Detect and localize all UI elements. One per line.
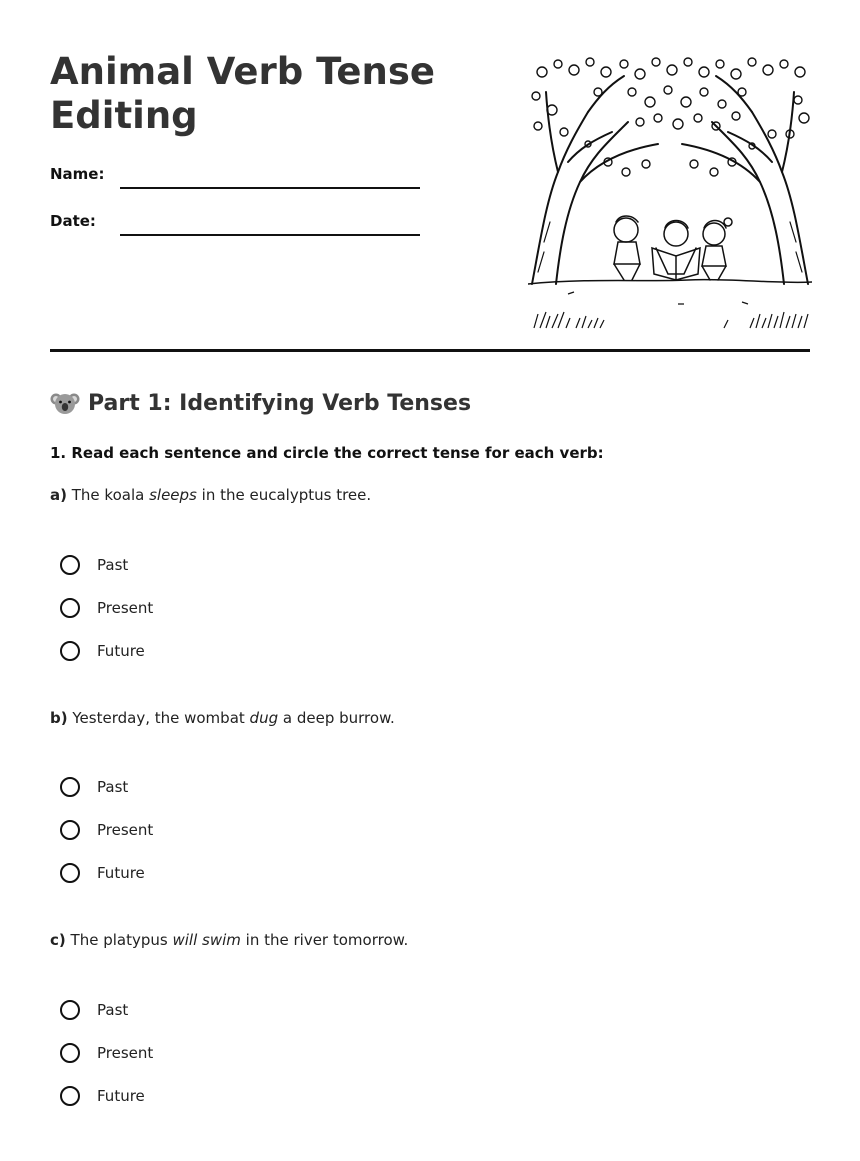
part1-instruction: 1. Read each sentence and circle the correct tense for each verb: xyxy=(50,444,604,462)
question-text-after: in the river tomorrow. xyxy=(245,931,409,949)
question-verb: will swim xyxy=(172,931,241,949)
question-letter: b) xyxy=(50,709,68,727)
question-verb: sleeps xyxy=(149,486,197,504)
page-title: Animal Verb Tense Editing xyxy=(50,50,435,137)
question-b-option-past[interactable] xyxy=(60,777,128,797)
radio-button[interactable] xyxy=(60,1043,80,1063)
name-field[interactable] xyxy=(120,187,420,189)
option-label: Future xyxy=(97,642,145,660)
question-c-option-future[interactable] xyxy=(60,1086,145,1106)
option-label: Past xyxy=(97,1001,129,1019)
question-text-after: a deep burrow. xyxy=(282,709,395,727)
question-b-option-present[interactable] xyxy=(60,820,153,840)
question-b-option-future[interactable] xyxy=(60,863,145,883)
radio-button[interactable] xyxy=(60,777,80,797)
radio-button[interactable] xyxy=(60,820,80,840)
radio-button[interactable] xyxy=(60,863,80,883)
option-label: Past xyxy=(97,556,129,574)
name-label: Name: xyxy=(50,165,105,183)
part1-heading xyxy=(50,388,471,418)
question-a-option-future[interactable] xyxy=(60,641,145,661)
question-c-option-past[interactable] xyxy=(60,1000,128,1020)
question-c-option-present[interactable] xyxy=(60,1043,153,1063)
option-label: Past xyxy=(97,778,129,796)
question-a xyxy=(50,486,371,504)
koala-icon xyxy=(50,388,80,418)
question-letter: a) xyxy=(50,486,67,504)
date-label: Date: xyxy=(50,212,96,230)
radio-button[interactable] xyxy=(60,641,80,661)
question-letter: c) xyxy=(50,931,66,949)
radio-button[interactable] xyxy=(60,1000,80,1020)
option-label: Present xyxy=(97,599,154,617)
question-c xyxy=(50,931,408,949)
option-label: Future xyxy=(97,864,145,882)
question-text-before: The platypus xyxy=(70,931,168,949)
radio-button[interactable] xyxy=(60,1086,80,1106)
part1-heading-label: Part 1: Identifying Verb Tenses xyxy=(88,390,472,416)
radio-button[interactable] xyxy=(60,555,80,575)
question-text-after: in the eucalyptus tree. xyxy=(201,486,372,504)
question-text-before: The koala xyxy=(71,486,145,504)
option-label: Future xyxy=(97,1087,145,1105)
question-verb: dug xyxy=(249,709,279,727)
question-a-option-present[interactable] xyxy=(60,598,153,618)
question-text-before: Yesterday, the wombat xyxy=(72,709,245,727)
option-label: Present xyxy=(97,821,154,839)
radio-button[interactable] xyxy=(60,598,80,618)
date-field[interactable] xyxy=(120,234,420,236)
question-a-option-past[interactable] xyxy=(60,555,128,575)
children-reading-under-tree-illustration xyxy=(528,52,812,334)
section-divider xyxy=(50,349,810,352)
question-b xyxy=(50,709,395,727)
option-label: Present xyxy=(97,1044,154,1062)
